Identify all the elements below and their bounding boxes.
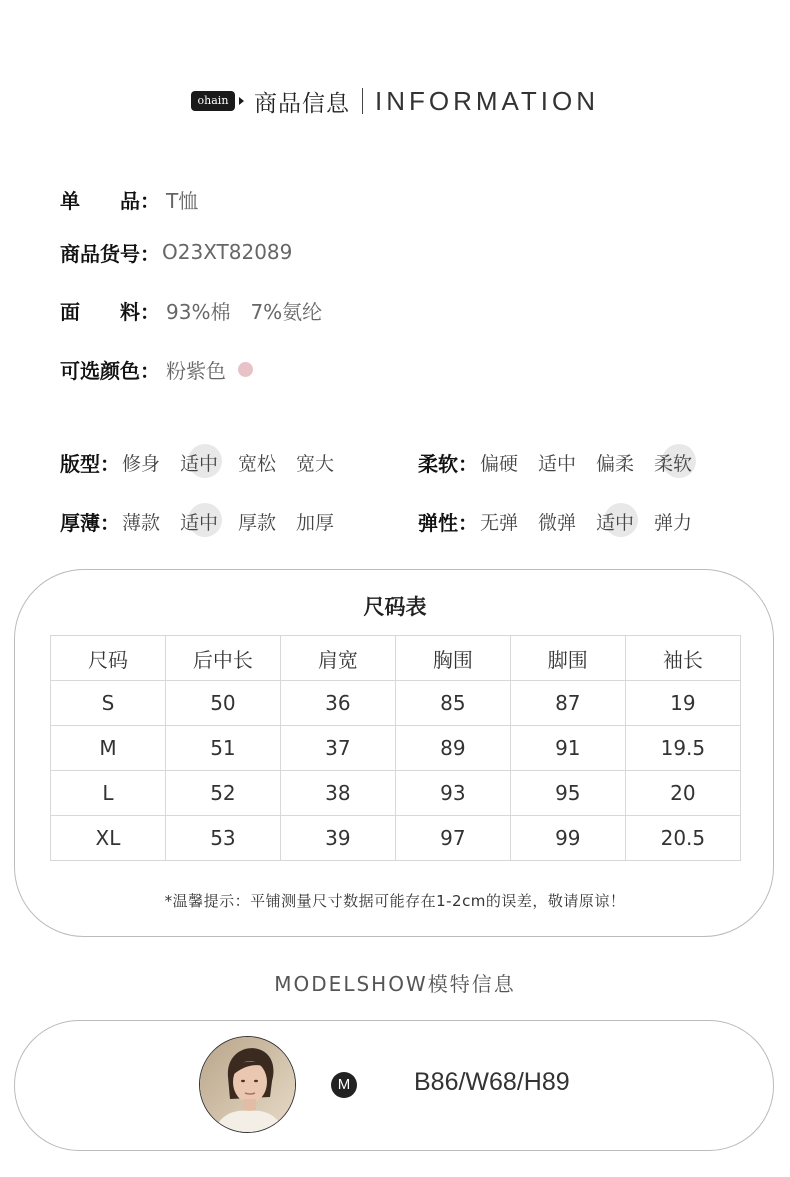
header-divider <box>362 88 363 114</box>
attr-elasticity-option: 无弹 <box>480 511 519 534</box>
table-cell: L <box>51 771 166 816</box>
table-cell: 20 <box>625 771 740 816</box>
info-item <box>60 184 198 214</box>
info-colors <box>60 354 253 384</box>
attr-elasticity <box>418 506 712 536</box>
attr-thickness-option: 加厚 <box>296 511 335 534</box>
size-table <box>50 635 741 861</box>
table-cell: S <box>51 681 166 726</box>
table-cell: 89 <box>395 726 510 771</box>
info-sku <box>60 237 292 267</box>
attr-softness-option: 适中 <box>538 452 577 475</box>
table-cell: 51 <box>165 726 280 771</box>
table-row <box>51 771 741 816</box>
table-cell: 95 <box>510 771 625 816</box>
table-cell: 36 <box>280 681 395 726</box>
size-chart-title: 尺码表 <box>363 595 427 619</box>
attr-fit-option: 宽大 <box>296 452 335 475</box>
info-item-label: 单 品： <box>60 188 160 213</box>
model-avatar <box>199 1036 296 1133</box>
attr-thickness-option-selected: 适中 <box>180 508 218 535</box>
table-header-cell: 尺码 <box>51 636 166 681</box>
attr-elasticity-option: 弹力 <box>654 511 693 534</box>
info-sku-value: O23XT82089 <box>162 240 293 264</box>
table-cell: M <box>51 726 166 771</box>
table-cell: 53 <box>165 816 280 861</box>
table-header-cell: 胸围 <box>395 636 510 681</box>
attr-fit <box>60 447 354 477</box>
logo-arrow-icon <box>239 97 244 105</box>
table-header-row <box>51 636 741 681</box>
table-cell: 50 <box>165 681 280 726</box>
attr-softness-label: 柔软： <box>418 451 478 476</box>
info-fabric-label: 面 料： <box>60 299 160 324</box>
attr-softness-option: 偏硬 <box>480 452 519 475</box>
attr-fit-option: 宽松 <box>238 452 277 475</box>
table-row <box>51 726 741 771</box>
measurement-note: *温馨提示：平铺测量尺寸数据可能存在1-2cm的误差，敬请原谅！ <box>164 892 626 910</box>
section-header <box>0 84 790 118</box>
table-cell: 97 <box>395 816 510 861</box>
model-size-badge: M <box>331 1072 357 1098</box>
table-cell: 91 <box>510 726 625 771</box>
table-cell: 99 <box>510 816 625 861</box>
attr-softness <box>418 447 712 477</box>
table-cell: 20.5 <box>625 816 740 861</box>
table-cell: 39 <box>280 816 395 861</box>
info-item-value: T恤 <box>166 188 199 213</box>
info-fabric-value: 93%棉 7%氨纶 <box>166 299 323 324</box>
table-header-cell: 肩宽 <box>280 636 395 681</box>
header-title-cn: 商品信息 <box>253 90 350 117</box>
attr-elasticity-label: 弹性： <box>418 510 478 535</box>
header-title-en: INFORMATION <box>374 85 600 116</box>
table-cell: 19 <box>625 681 740 726</box>
info-colors-value: 粉紫色 <box>166 358 226 383</box>
model-measurements: B86/W68/H89 <box>414 1068 570 1096</box>
table-row <box>51 816 741 861</box>
attr-elasticity-option: 微弹 <box>538 511 577 534</box>
attr-fit-option: 修身 <box>122 452 161 475</box>
attr-softness-option-selected: 柔软 <box>654 449 692 476</box>
attr-thickness <box>60 506 354 536</box>
info-colors-label: 可选颜色： <box>60 358 160 383</box>
attr-fit-label: 版型： <box>60 451 120 476</box>
attr-thickness-option: 厚款 <box>238 511 277 534</box>
model-card <box>14 1020 774 1151</box>
table-cell: 87 <box>510 681 625 726</box>
attr-softness-option: 偏柔 <box>596 452 635 475</box>
table-cell: 93 <box>395 771 510 816</box>
table-cell: 37 <box>280 726 395 771</box>
table-cell: 52 <box>165 771 280 816</box>
attr-elasticity-option-selected: 适中 <box>596 508 634 535</box>
table-header-cell: 袖长 <box>625 636 740 681</box>
color-swatch <box>238 362 253 377</box>
table-header-cell: 后中长 <box>165 636 280 681</box>
table-cell: 85 <box>395 681 510 726</box>
attr-fit-option-selected: 适中 <box>180 449 218 476</box>
attr-thickness-label: 厚薄： <box>60 510 120 535</box>
model-section-title: MODELSHOW模特信息 <box>274 972 516 996</box>
model-portrait-icon <box>200 1037 296 1133</box>
table-cell: 38 <box>280 771 395 816</box>
info-fabric <box>60 295 322 325</box>
table-cell: XL <box>51 816 166 861</box>
table-row <box>51 681 741 726</box>
info-sku-label: 商品货号： <box>60 241 160 266</box>
attr-thickness-option: 薄款 <box>122 511 161 534</box>
table-header-cell: 脚围 <box>510 636 625 681</box>
brand-logo: ohain <box>191 91 235 111</box>
table-cell: 19.5 <box>625 726 740 771</box>
